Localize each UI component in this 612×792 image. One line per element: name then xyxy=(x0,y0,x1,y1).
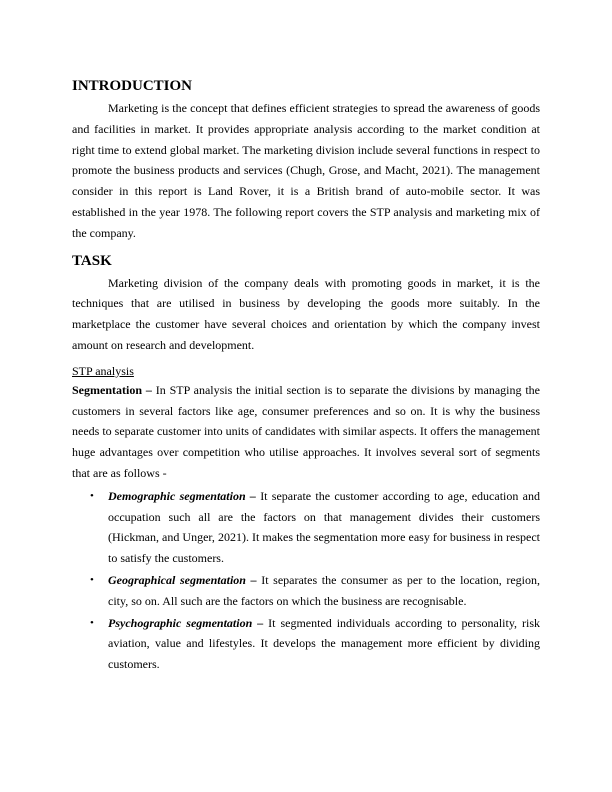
bullet-icon: • xyxy=(90,616,94,629)
segmentation-paragraph xyxy=(72,380,540,484)
document-body xyxy=(72,76,540,676)
list-item xyxy=(72,613,540,675)
list-item xyxy=(72,570,540,612)
segment-term: Geographical segmentation – xyxy=(108,572,257,587)
task-heading: TASK xyxy=(72,252,112,269)
segment-list xyxy=(72,486,540,675)
introduction-paragraph: Marketing is the concept that defines efficient strategies to spread the awareness of goods and facilities in market. It provides appropriate analysis according to the market condition at right time to extend global market. The marketing division include several functions in respect to promote the business products and services (Chugh, Grose, and Macht, 2021). The management consider in this report is Land Rover, it is a British brand of auto-mobile sector. It was established in the year 1978. The following report covers the STP analysis and marketing mix of the company. xyxy=(72,101,540,240)
segment-term: Psychographic segmentation – xyxy=(108,615,264,630)
bullet-icon: • xyxy=(90,489,94,502)
segment-text: It separate the customer according to age, education and occupation such all are the factors on that management divides their customers (Hickman, and Unger, 2021). It makes the segmentation more easy for business in respect to satisfy the customers. xyxy=(108,488,540,566)
bullet-icon: • xyxy=(90,573,94,586)
segment-term: Demographic segmentation – xyxy=(108,488,256,503)
segmentation-text: In STP analysis the initial section is to separate the divisions by managing the customers in several factors like age, consumer preferences and so on. It is why the business needs to separate customer into units of candidates with similar aspects. It offers the management huge advantages over competition who utilise approaches. It involves several sort of segments that are as follows - xyxy=(72,382,540,480)
task-paragraph: Marketing division of the company deals with promoting goods in market, it is the techniques that are utilised in business by developing the goods more suitably. In the marketplace the customer have several choices and orientation by which the company invest amount on research and development. xyxy=(72,275,540,352)
segment-text: It separates the consumer as per to the location, region, city, so on. All such are the factors on which the business are recognisable. xyxy=(108,572,540,608)
introduction-heading: INTRODUCTION xyxy=(72,78,193,94)
segment-text: It segmented individuals according to personality, risk aviation, value and lifestyles. It develops the management more efficient by dividing customers. xyxy=(108,615,540,672)
list-item xyxy=(72,486,540,569)
segmentation-term: Segmentation – xyxy=(72,382,152,397)
stp-analysis-label: STP analysis xyxy=(72,363,134,378)
